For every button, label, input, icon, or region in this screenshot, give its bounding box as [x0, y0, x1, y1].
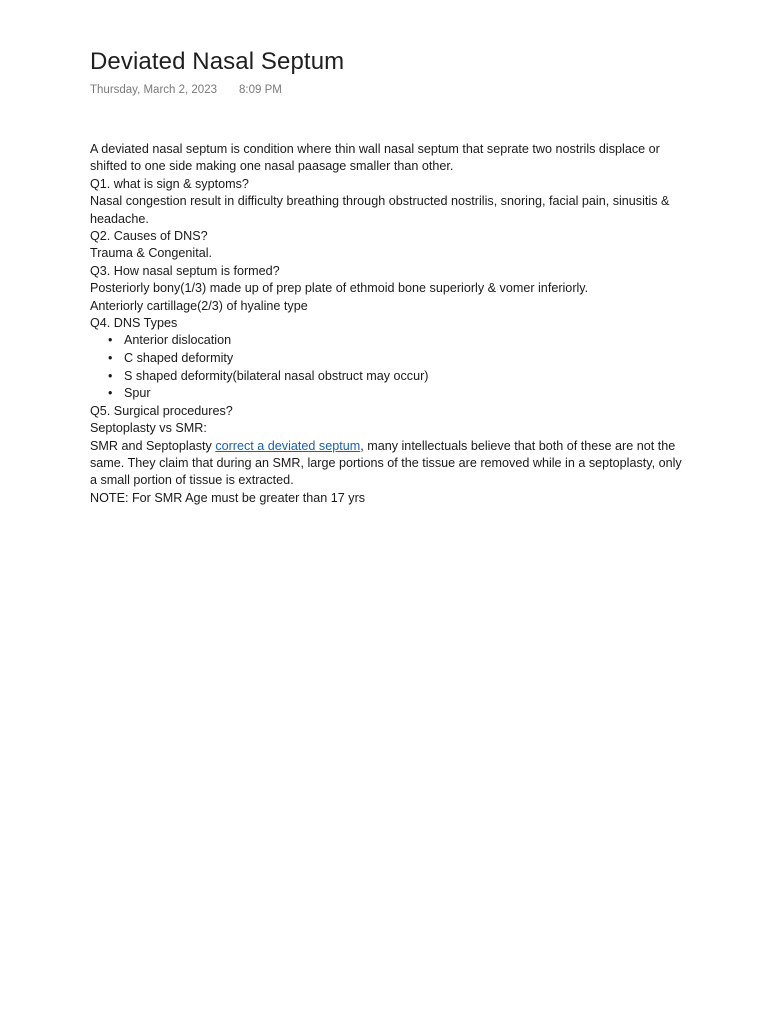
list-item	[108, 385, 690, 403]
answer-2: Trauma & Congenital.	[90, 246, 213, 261]
answer-5-heading: Septoplasty vs SMR:	[90, 421, 207, 436]
smr-age-note: NOTE: For SMR Age must be greater than 17 yrs	[90, 490, 366, 505]
note-time: 8:09 PM	[239, 84, 282, 96]
question-4: Q4. DNS Types	[90, 316, 178, 331]
note-body[interactable]	[90, 141, 690, 507]
note-title[interactable]: Deviated Nasal Septum	[90, 48, 345, 75]
answer-1: Nasal congestion result in difficulty breathing through obstructed nostrilis, snoring, facial pain, sinusitis & headache.	[90, 194, 670, 226]
answer-3-line-2: Anteriorly cartillage(2/3) of hyaline type	[90, 298, 308, 313]
list-item-text: Anterior dislocation	[124, 333, 232, 348]
note-timestamp	[90, 82, 690, 98]
list-item-text: S shaped deformity(bilateral nasal obstruct may occur)	[124, 368, 429, 383]
bullet-icon: •	[108, 351, 113, 366]
question-1: Q1. what is sign & syptoms?	[90, 176, 249, 191]
list-item-text: C shaped deformity	[124, 351, 234, 366]
note-page	[90, 46, 690, 507]
answer-3-line-1: Posteriorly bony(1/3) made up of prep plate of ethmoid bone superiorly & vomer inferiorly.	[90, 281, 589, 296]
note-date: Thursday, March 2, 2023	[90, 84, 217, 96]
bullet-icon: •	[108, 368, 113, 383]
list-item-text: Spur	[124, 386, 151, 401]
dns-types-list	[90, 332, 690, 402]
question-5: Q5. Surgical procedures?	[90, 403, 233, 418]
answer-5-paragraph	[90, 438, 690, 490]
bullet-icon: •	[108, 386, 113, 401]
intro-paragraph: A deviated nasal septum is condition where thin wall nasal septum that seprate two nostrils displace or shifted to one side making one nasal paasage smaller than other.	[90, 142, 660, 174]
bullet-icon: •	[108, 333, 113, 348]
list-item	[108, 350, 690, 368]
question-3: Q3. How nasal septum is formed?	[90, 263, 280, 278]
list-item	[108, 332, 690, 350]
list-item	[108, 368, 690, 386]
question-2: Q2. Causes of DNS?	[90, 229, 208, 244]
deviated-septum-link[interactable]: correct a deviated septum	[215, 438, 361, 453]
answer-5-prefix: SMR and Septoplasty	[90, 438, 216, 453]
answer-5-suffix: , many intellectuals believe that both of these are not the same. They claim that during an SMR, large portions of the tissue are removed while in a septoplasty, only a small portion of tissue is extracted.	[90, 438, 682, 488]
